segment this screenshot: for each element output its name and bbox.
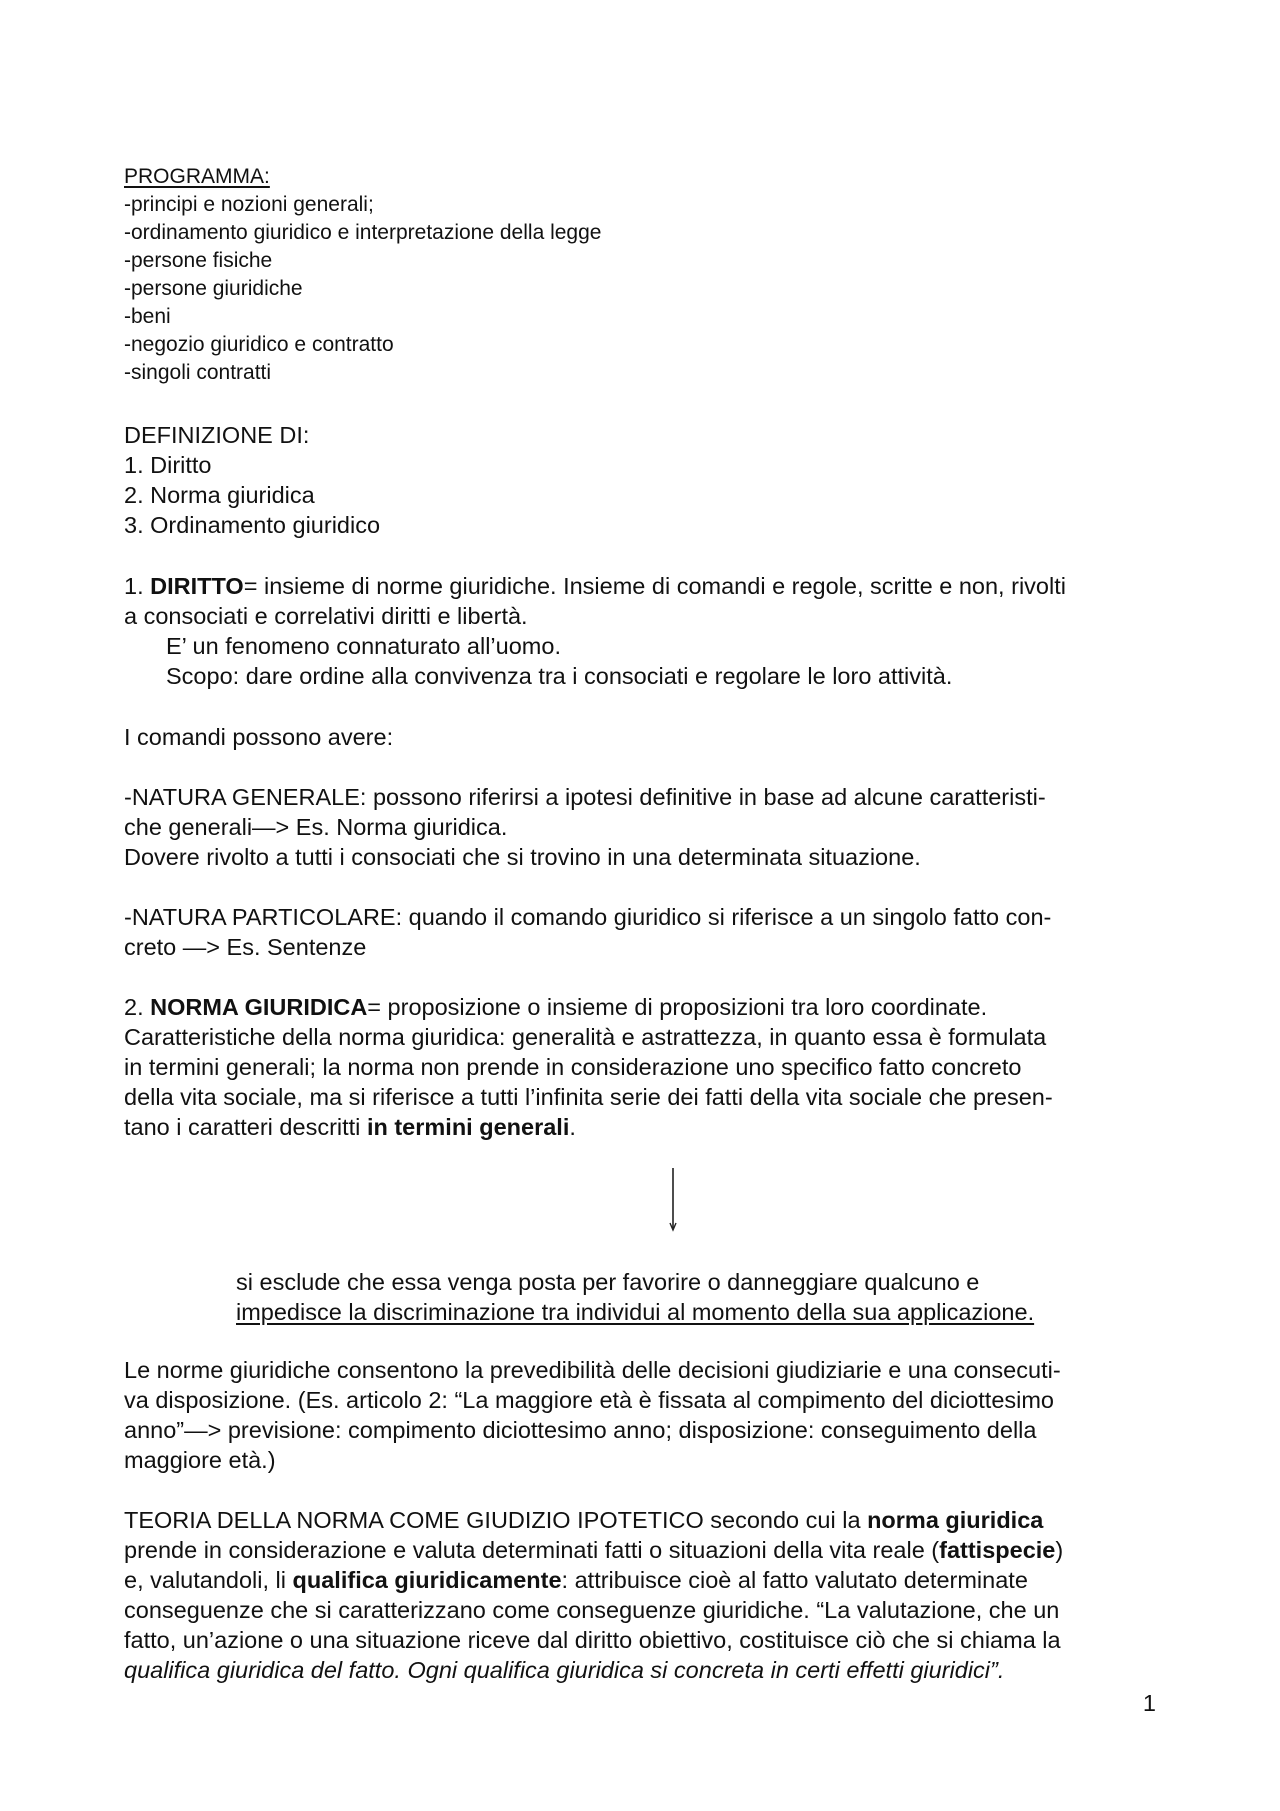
teoria-section [124,1505,1174,1685]
programma-item: -ordinamento giuridico e interpretazione della legge [124,221,602,244]
page-number: 1 [1142,1690,1156,1716]
particolare-line-2: creto —> Es. Sentenze [124,934,367,960]
norma-line-3: in termini generali; la norma non prende in considerazione uno specifico fatto concreto [124,1054,1022,1080]
definizione-item: 1. Diritto [124,452,212,478]
prevedibilita-section [124,1355,1174,1475]
natura-particolare-section [124,902,1174,962]
diritto-indent-2: Scopo: dare ordine alla convivenza tra i consociati e regolare le loro attività. [166,663,953,689]
teoria-line-4: conseguenze che si caratterizzano come conseguenze giuridiche. “La valutazione, che un [124,1597,1060,1623]
teoria-line-5: fatto, un’azione o una situazione riceve dal diritto obiettivo, costituisce ciò che si chiama la [124,1627,1061,1653]
norma-line-1: 2. NORMA GIURIDICA= proposizione o insieme di proposizioni tra loro coordinate. [124,994,988,1020]
prevedibilita-line-3: anno”—> previsione: compimento diciottesimo anno; disposizione: conseguimento della [124,1417,1037,1443]
callout-line-1: si esclude che essa venga posta per favorire o danneggiare qualcuno e [236,1269,980,1295]
teoria-line-6: qualifica giuridica del fatto. Ogni qualifica giuridica si concreta in certi effetti giuridici”. [124,1657,1005,1683]
definizione-section [124,420,1174,540]
prevedibilita-line-2: va disposizione. (Es. articolo 2: “La maggiore età è fissata al compimento del diciottesimo [124,1387,1055,1413]
norma-line-4: della vita sociale, ma si riferisce a tutti l’infinita serie dei fatti della vita sociale che presen- [124,1084,1053,1110]
comandi-intro [124,722,1174,752]
particolare-line-1: -NATURA PARTICOLARE: quando il comando giuridico si riferisce a un singolo fatto con- [124,904,1052,930]
prevedibilita-line-1: Le norme giuridiche consentono la prevedibilità delle decisioni giudiziarie e una consecuti- [124,1357,1061,1383]
generale-line-2: che generali—> Es. Norma giuridica. [124,814,508,840]
prevedibilita-line-4: maggiore età.) [124,1447,276,1473]
programma-item: -negozio giuridico e contratto [124,333,394,356]
diritto-line-1: 1. DIRITTO= insieme di norme giuridiche. Insieme di comandi e regole, scritte e non, rivolti [124,573,1066,599]
programma-item: -principi e nozioni generali; [124,193,374,216]
diritto-indent-1: E’ un fenomeno connaturato all’uomo. [166,633,561,659]
definizione-title: DEFINIZIONE DI: [124,422,310,448]
definizione-item: 2. Norma giuridica [124,482,315,508]
norma-line-5: tano i caratteri descritti in termini generali. [124,1114,576,1140]
programma-item: -persone fisiche [124,249,273,272]
teoria-line-1: TEORIA DELLA NORMA COME GIUDIZIO IPOTETICO secondo cui la norma giuridica [124,1507,1044,1533]
teoria-line-2: prende in considerazione e valuta determinati fatti o situazioni della vita reale (fattispecie) [124,1537,1064,1563]
norma-term: NORMA GIURIDICA [150,994,368,1020]
comandi-intro-text: I comandi possono avere: [124,724,394,750]
programma-section [124,163,1174,387]
definizione-item: 3. Ordinamento giuridico [124,512,381,538]
natura-generale-section [124,782,1174,872]
norma-line-2: Caratteristiche della norma giuridica: generalità e astrattezza, in quanto essa è formulata [124,1024,1047,1050]
programma-item: -beni [124,305,171,328]
down-arrow-icon [666,1168,680,1232]
diritto-term: DIRITTO [150,573,244,599]
diritto-line-2: a consociati e correlativi diritti e libertà. [124,603,528,629]
programma-title: PROGRAMMA: [124,165,270,188]
callout-line-2: impedisce la discriminazione tra individui al momento della sua applicazione. [236,1299,1035,1325]
generale-line-1: -NATURA GENERALE: possono riferirsi a ipotesi definitive in base ad alcune caratteristi- [124,784,1046,810]
callout-section [236,1267,1136,1327]
programma-item: -persone giuridiche [124,277,303,300]
teoria-line-3: e, valutandoli, li qualifica giuridicamente: attribuisce cioè al fatto valutato determinate [124,1567,1028,1593]
programma-item: -singoli contratti [124,361,272,384]
norma-section [124,992,1174,1142]
generale-line-3: Dovere rivolto a tutti i consociati che si trovino in una determinata situazione. [124,844,921,870]
diritto-section [124,571,1174,691]
